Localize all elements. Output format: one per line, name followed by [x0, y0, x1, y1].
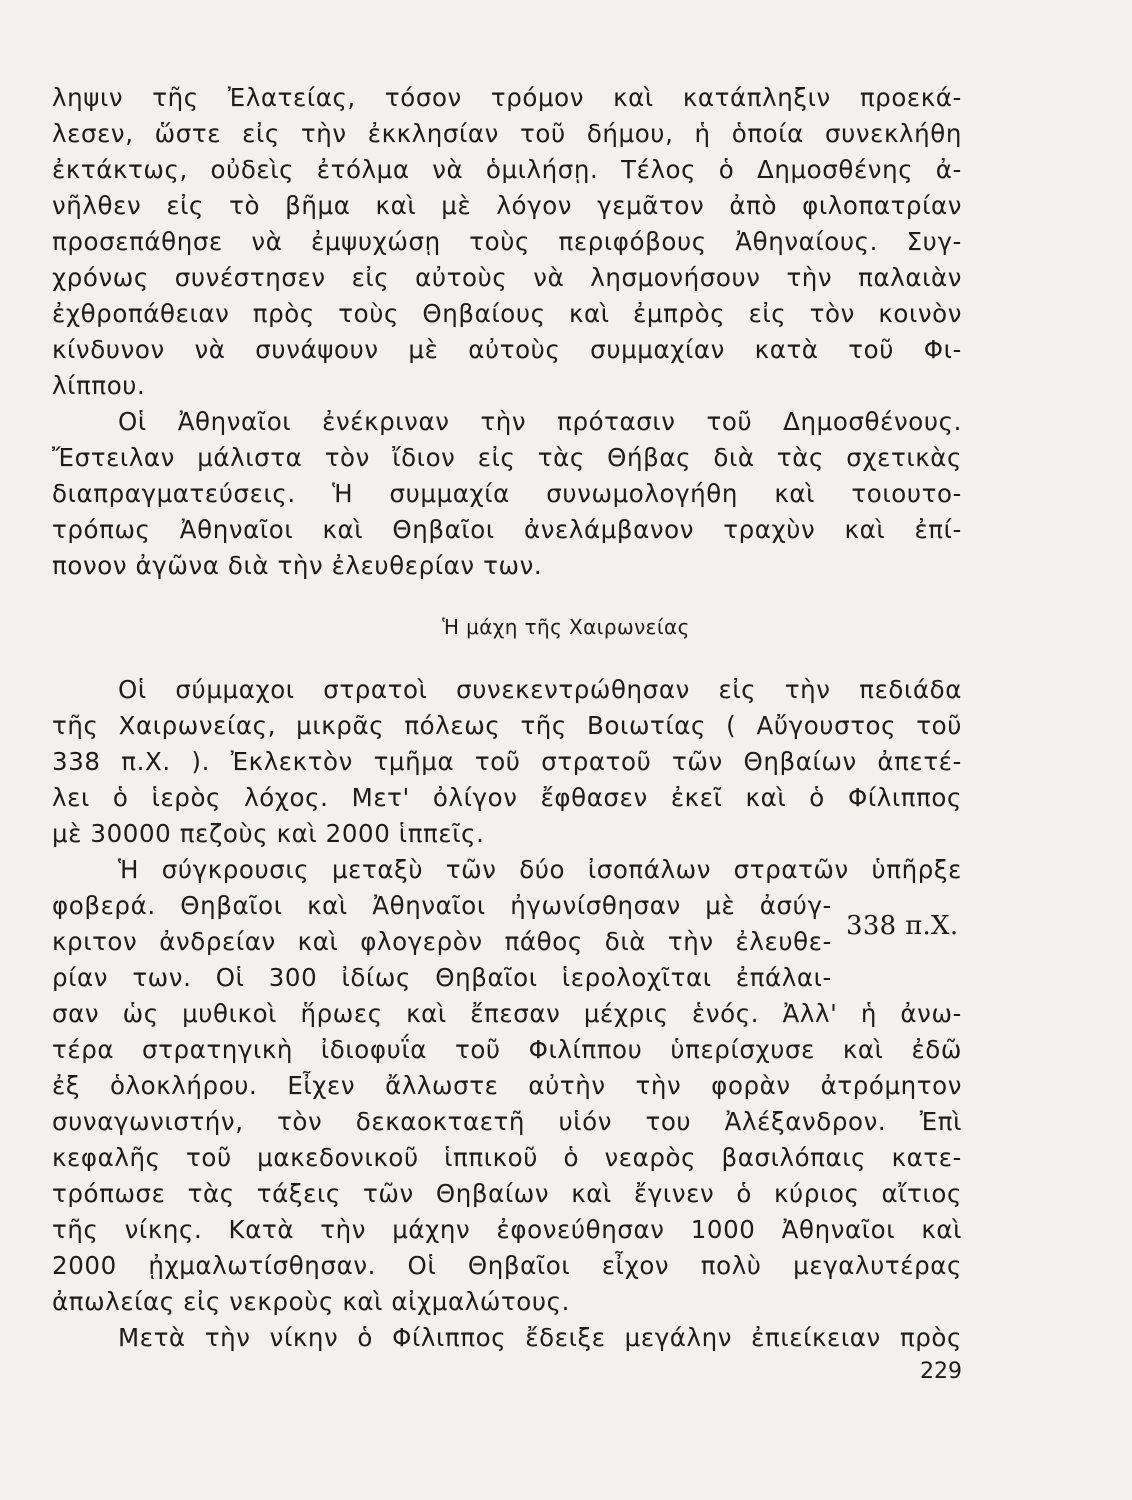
- text-line: μὲ 30000 πεζοὺς καὶ 2000 ἱππεῖς.: [52, 819, 485, 848]
- text-line: χρόνως συνέστησεν εἰς αὐτοὺς νὰ λησμονήσουν τὴν παλαιὰν: [52, 263, 962, 292]
- text-line: ἐξ ὁλοκλήρου. Εἶχεν ἄλλωστε αὐτὴν τὴν φορὰν ἀτρόμητον: [52, 1071, 962, 1100]
- text-line: κριτον ἀνδρείαν καὶ φλογερὸν πάθος διὰ τὴν ἐλευθε-: [52, 927, 832, 956]
- text-line: Ἔστειλαν μάλιστα τὸν ἴδιον εἰς τὰς Θήβας διὰ τὰς σχετικὰς: [52, 443, 962, 472]
- text-line: λει ὁ ἱερὸς λόχος. Μετ' ὀλίγον ἔφθασεν ἐκεῖ καὶ ὁ Φίλιππος: [52, 783, 962, 812]
- text-line: τῆς Χαιρωνείας, μικρᾶς πόλεως τῆς Βοιωτίας ( Αὔγουστος τοῦ: [52, 711, 962, 740]
- text-line: κεφαλῆς τοῦ μακεδονικοῦ ἱππικοῦ ὁ νεαρὸς βασιλόπαις κατε-: [52, 1143, 962, 1172]
- text-line: διαπραγματεύσεις. Ἡ συμμαχία συνωμολογήθη καὶ τοιουτο-: [52, 479, 962, 508]
- text-line: τρόπως Ἀθηναῖοι καὶ Θηβαῖοι ἀνελάμβανον τραχὺν καὶ ἐπί-: [52, 515, 962, 544]
- text-line: ληψιν τῆς Ἐλατείας, τόσον τρόμον καὶ κατάπληξιν προεκά-: [52, 83, 962, 112]
- text-line: σαν ὡς μυθικοὶ ἥρωες καὶ ἔπεσαν μέχρις ἑνός. Ἀλλ' ἡ ἀνω-: [52, 999, 962, 1028]
- text-line: λεσεν, ὥστε εἰς τὴν ἐκκλησίαν τοῦ δήμου, ἡ ὁποία συνεκλήθη: [52, 119, 962, 148]
- text-line: τῆς νίκης. Κατὰ τὴν μάχην ἐφονεύθησαν 1000 Ἀθηναῖοι καὶ: [52, 1215, 962, 1244]
- text-line: ἐκτάκτως, οὐδεὶς ἐτόλμα νὰ ὁμιλήσῃ. Τέλος ὁ Δημοσθένης ἀ-: [52, 155, 962, 184]
- text-line: λίππου.: [52, 371, 146, 400]
- margin-date-note: 338 π.Χ.: [846, 911, 959, 941]
- page-number: 229: [920, 1359, 962, 1384]
- text-line: ρίαν των. Οἱ 300 ἰδίως Θηβαῖοι ἱερολοχῖται ἐπάλαι-: [52, 963, 832, 992]
- text-line: τρόπωσε τὰς τάξεις τῶν Θηβαίων καὶ ἔγινεν ὁ κύριος αἴτιος: [52, 1179, 962, 1208]
- text-line: τέρα στρατηγικὴ ἰδιοφυΐα τοῦ Φιλίππου ὑπερίσχυσε καὶ ἐδῶ: [52, 1035, 962, 1064]
- text-line: κίνδυνον νὰ συνάψουν μὲ αὐτοὺς συμμαχίαν κατὰ τοῦ Φι-: [52, 335, 962, 364]
- text-line: νῆλθεν εἰς τὸ βῆμα καὶ μὲ λόγον γεμᾶτον ἀπὸ φιλοπατρίαν: [52, 191, 962, 220]
- text-line: συναγωνιστήν, τὸν δεκαοκταετῆ υἱόν του Ἀλέξανδρον. Ἐπὶ: [52, 1107, 962, 1136]
- text-line: Οἱ σύμμαχοι στρατοὶ συνεκεντρώθησαν εἰς τὴν πεδιάδα: [118, 675, 962, 704]
- text-line: Μετὰ τὴν νίκην ὁ Φίλιππος ἔδειξε μεγάλην ἐπιείκειαν πρὸς: [118, 1323, 962, 1352]
- text-line: 338 π.Χ. ). Ἐκλεκτὸν τμῆμα τοῦ στρατοῦ τῶν Θηβαίων ἀπετέ-: [52, 747, 962, 776]
- text-line: φοβερά. Θηβαῖοι καὶ Ἀθηναῖοι ἠγωνίσθησαν μὲ ἀσύγ-: [52, 891, 832, 920]
- text-line: ἐχθροπάθειαν πρὸς τοὺς Θηβαίους καὶ ἐμπρὸς εἰς τὸν κοινὸν: [52, 299, 962, 328]
- text-line: Οἱ Ἀθηναῖοι ἐνέκριναν τὴν πρότασιν τοῦ Δημοσθένους.: [118, 407, 962, 436]
- text-line: Ἡ σύγκρουσις μεταξὺ τῶν δύο ἰσοπάλων στρατῶν ὑπῆρξε: [118, 855, 962, 884]
- text-line: προσεπάθησε νὰ ἐμψυχώσῃ τοὺς περιφόβους Ἀθηναίους. Συγ-: [52, 227, 962, 256]
- text-line: ἀπωλείας εἰς νεκροὺς καὶ αἰχμαλώτους.: [52, 1287, 571, 1316]
- text-line: πονον ἀγῶνα διὰ τὴν ἐλευθερίαν των.: [52, 551, 543, 580]
- section-heading: Ἡ μάχη τῆς Χαιρωνείας: [442, 615, 690, 639]
- text-line: 2000 ᾐχμαλωτίσθησαν. Οἱ Θηβαῖοι εἶχον πολὺ μεγαλυτέρας: [52, 1251, 962, 1280]
